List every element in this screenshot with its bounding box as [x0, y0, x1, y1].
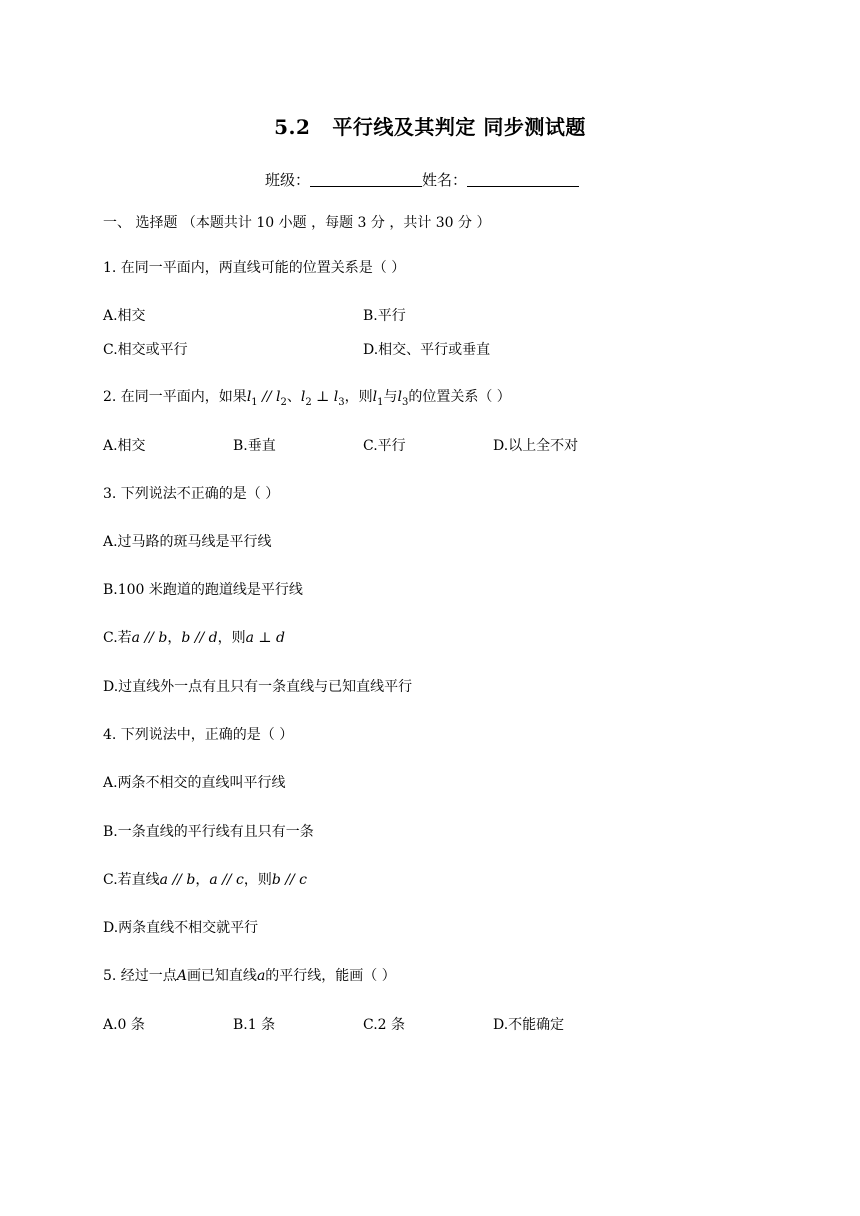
question-1-option-b: B.平行	[363, 308, 406, 324]
question-5-option-d: D.不能确定	[493, 1017, 565, 1033]
question-1-option-a: A.相交	[103, 308, 146, 324]
question-4-option-b: B.一条直线的平行线有且只有一条	[103, 824, 314, 840]
math-a-parallel-b: a // b	[159, 872, 196, 888]
page-title	[0, 117, 860, 137]
question-3-option-a: A.过马路的斑马线是平行线	[103, 534, 272, 550]
question-4-option-a: A.两条不相交的直线叫平行线	[103, 775, 286, 791]
math-line-a: a	[256, 968, 266, 984]
question-3-option-c-sep: ，	[167, 630, 182, 646]
question-5-stem-prefix: 5. 经过一点	[103, 968, 177, 984]
question-5-option-a: A.0 条	[103, 1017, 145, 1033]
question-3-option-c-prefix: C.若	[103, 630, 132, 646]
question-5-option-b: B.1 条	[233, 1017, 276, 1033]
math-b-parallel-c: b // c	[271, 872, 307, 888]
class-blank[interactable]	[310, 186, 422, 187]
math-a-parallel-c: a // c	[209, 872, 244, 888]
title-text: 平行线及其判定 同步测试题	[332, 115, 586, 139]
class-name-line	[265, 173, 579, 188]
name-label: 姓名：	[422, 171, 468, 189]
title-number: 5.2	[274, 115, 311, 139]
math-l1-parallel-l2: $l_1 // l_2$	[246, 389, 287, 408]
question-4-option-c-sep: ，	[195, 872, 210, 888]
class-label: 班级：	[265, 171, 311, 189]
question-3-option-b: B.100 米跑道的跑道线是平行线	[103, 582, 303, 598]
question-2-option-d: D.以上全不对	[493, 438, 579, 454]
question-2-option-a: A.相交	[103, 438, 146, 454]
question-2-stem-prefix: 2. 在同一平面内，如果	[103, 389, 247, 405]
question-4-option-c-prefix: C.若直线	[103, 872, 160, 888]
question-2-option-b: B.垂直	[233, 438, 276, 454]
question-2-stem	[103, 390, 511, 408]
question-1-option-d: D.相交、平行或垂直	[363, 342, 491, 358]
question-2-stem-suffix: 的位置关系（ ）	[408, 389, 511, 405]
question-2-then: ，则	[344, 389, 373, 405]
name-blank[interactable]	[467, 186, 579, 187]
section-heading: 一、 选择题 （本题共计 10 小题 ，每题 3 分 ，共计 30 分 ）	[103, 215, 491, 231]
math-a-parallel-b: a // b	[131, 630, 168, 646]
math-a-perp-d: a ⊥ d	[245, 630, 285, 646]
math-l1: $l_1$	[372, 389, 384, 408]
math-b-parallel-d: b // d	[181, 630, 218, 646]
question-1-stem: 1. 在同一平面内，两直线可能的位置关系是（ ）	[103, 260, 406, 276]
question-3-option-d: D.过直线外一点有且只有一条直线与已知直线平行	[103, 679, 413, 695]
question-3-option-c-then: ，则	[217, 630, 246, 646]
question-1-option-c: C.相交或平行	[103, 342, 188, 358]
question-3-stem: 3. 下列说法不正确的是（ ）	[103, 486, 280, 502]
question-5-stem	[103, 969, 396, 983]
question-5-stem-mid: 画已知直线	[186, 968, 257, 984]
question-3-option-c	[103, 631, 285, 645]
question-5-stem-suffix: 的平行线，能画（ ）	[265, 968, 396, 984]
question-4-option-d: D.两条直线不相交就平行	[103, 920, 259, 936]
math-l3: $l_3$	[397, 389, 409, 408]
question-4-option-c-then: ，则	[243, 872, 272, 888]
question-5-option-c: C.2 条	[363, 1017, 406, 1033]
math-l2-perp-l3: $l_2$ ⊥ $l_3$	[300, 389, 345, 408]
math-point-A: A	[176, 968, 187, 984]
question-2-and: 与	[383, 389, 398, 405]
question-4-option-c	[103, 873, 307, 887]
question-4-stem: 4. 下列说法中，正确的是（ ）	[103, 727, 294, 743]
question-2-sep: 、	[286, 389, 301, 405]
question-2-option-c: C.平行	[363, 438, 406, 454]
